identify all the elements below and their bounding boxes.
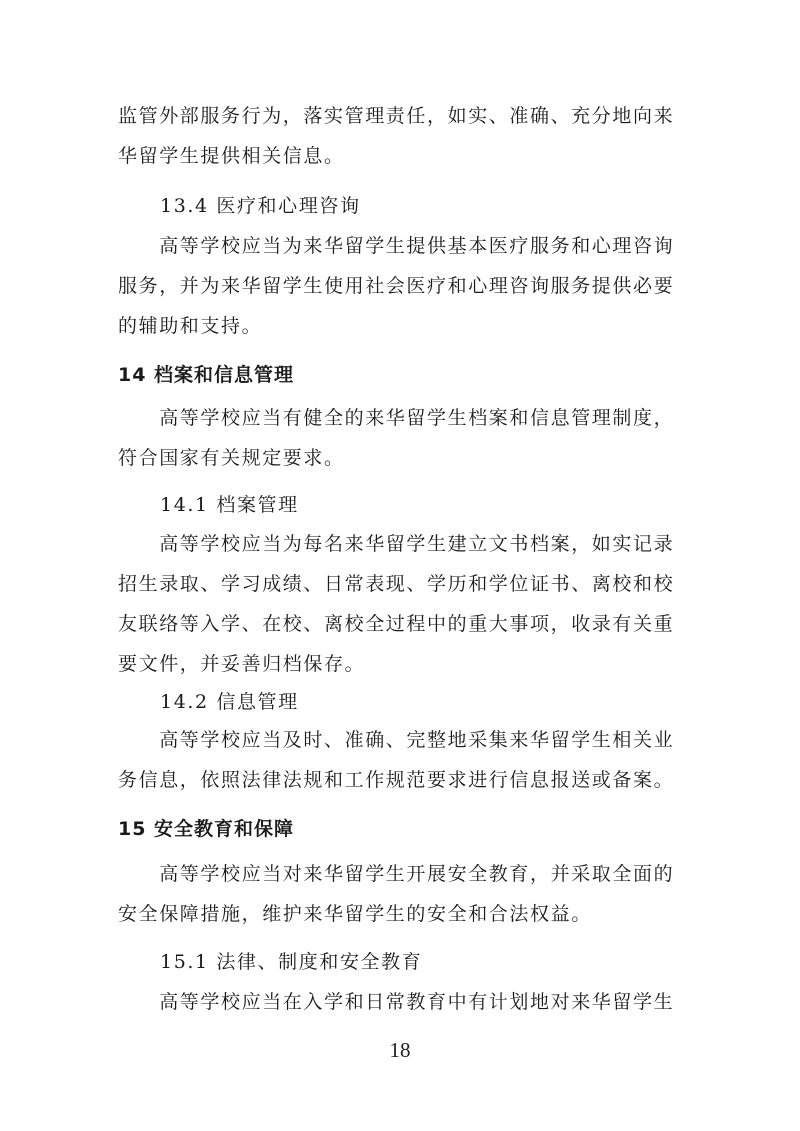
section-heading: 14.1 档案管理 [160, 494, 299, 516]
section-15 [118, 809, 678, 849]
section-14-1 [118, 485, 678, 525]
text-line: 高等学校应当对来华留学生开展安全教育，并采取全面的 [118, 863, 675, 885]
paragraph-continuation [118, 96, 678, 176]
paragraph-14-2 [118, 720, 678, 800]
text-line: 高等学校应当有健全的来华留学生档案和信息管理制度， [118, 407, 675, 429]
text-line: 高等学校应当及时、准确、完整地采集来华留学生相关业 [118, 729, 675, 751]
text-line: 高等学校应当为每名来华留学生建立文书档案，如实记录 [118, 533, 675, 555]
section-15-1 [118, 942, 678, 982]
text-line: 符合国家有关规定要求。 [118, 447, 345, 469]
text-line: 高等学校应当为来华留学生提供基本医疗服务和心理咨询 [118, 235, 675, 257]
text-line: 友联络等入学、在校、离校全过程中的重大事项，收录有关重 [118, 613, 675, 635]
section-heading: 15 安全教育和保障 [118, 818, 295, 840]
section-heading: 14 档案和信息管理 [118, 364, 295, 386]
text-line: 高等学校应当在入学和日常教育中有计划地对来华留学生 [118, 991, 675, 1013]
text-line: 服务，并为来华留学生使用社会医疗和心理咨询服务提供必要 [118, 275, 675, 297]
section-heading: 15.1 法律、制度和安全教育 [160, 951, 423, 973]
text-line: 安全保障措施，维护来华留学生的安全和合法权益。 [118, 903, 592, 925]
text-line: 招生录取、学习成绩、日常表现、学历和学位证书、离校和校 [118, 573, 675, 595]
text-line: 要文件，并妥善归档保存。 [118, 653, 366, 675]
text-line: 的辅助和支持。 [118, 315, 263, 337]
section-13-4 [118, 186, 678, 226]
paragraph-15-1 [118, 982, 678, 1022]
text-line: 务信息，依照法律法规和工作规范要求进行信息报送或备案。 [118, 769, 675, 791]
paragraph-15 [118, 854, 678, 934]
paragraph-14 [118, 398, 678, 478]
text-line: 华留学生提供相关信息。 [118, 145, 345, 167]
section-heading: 14.2 信息管理 [160, 691, 299, 713]
paragraph-14-1 [118, 524, 678, 684]
paragraph-13-4 [118, 226, 678, 346]
section-14-2 [118, 682, 678, 722]
section-14 [118, 355, 678, 395]
section-heading: 13.4 医疗和心理咨询 [160, 195, 361, 217]
page-number: 18 [389, 1038, 411, 1062]
text-line: 监管外部服务行为，落实管理责任，如实、准确、充分地向来 [118, 105, 675, 127]
